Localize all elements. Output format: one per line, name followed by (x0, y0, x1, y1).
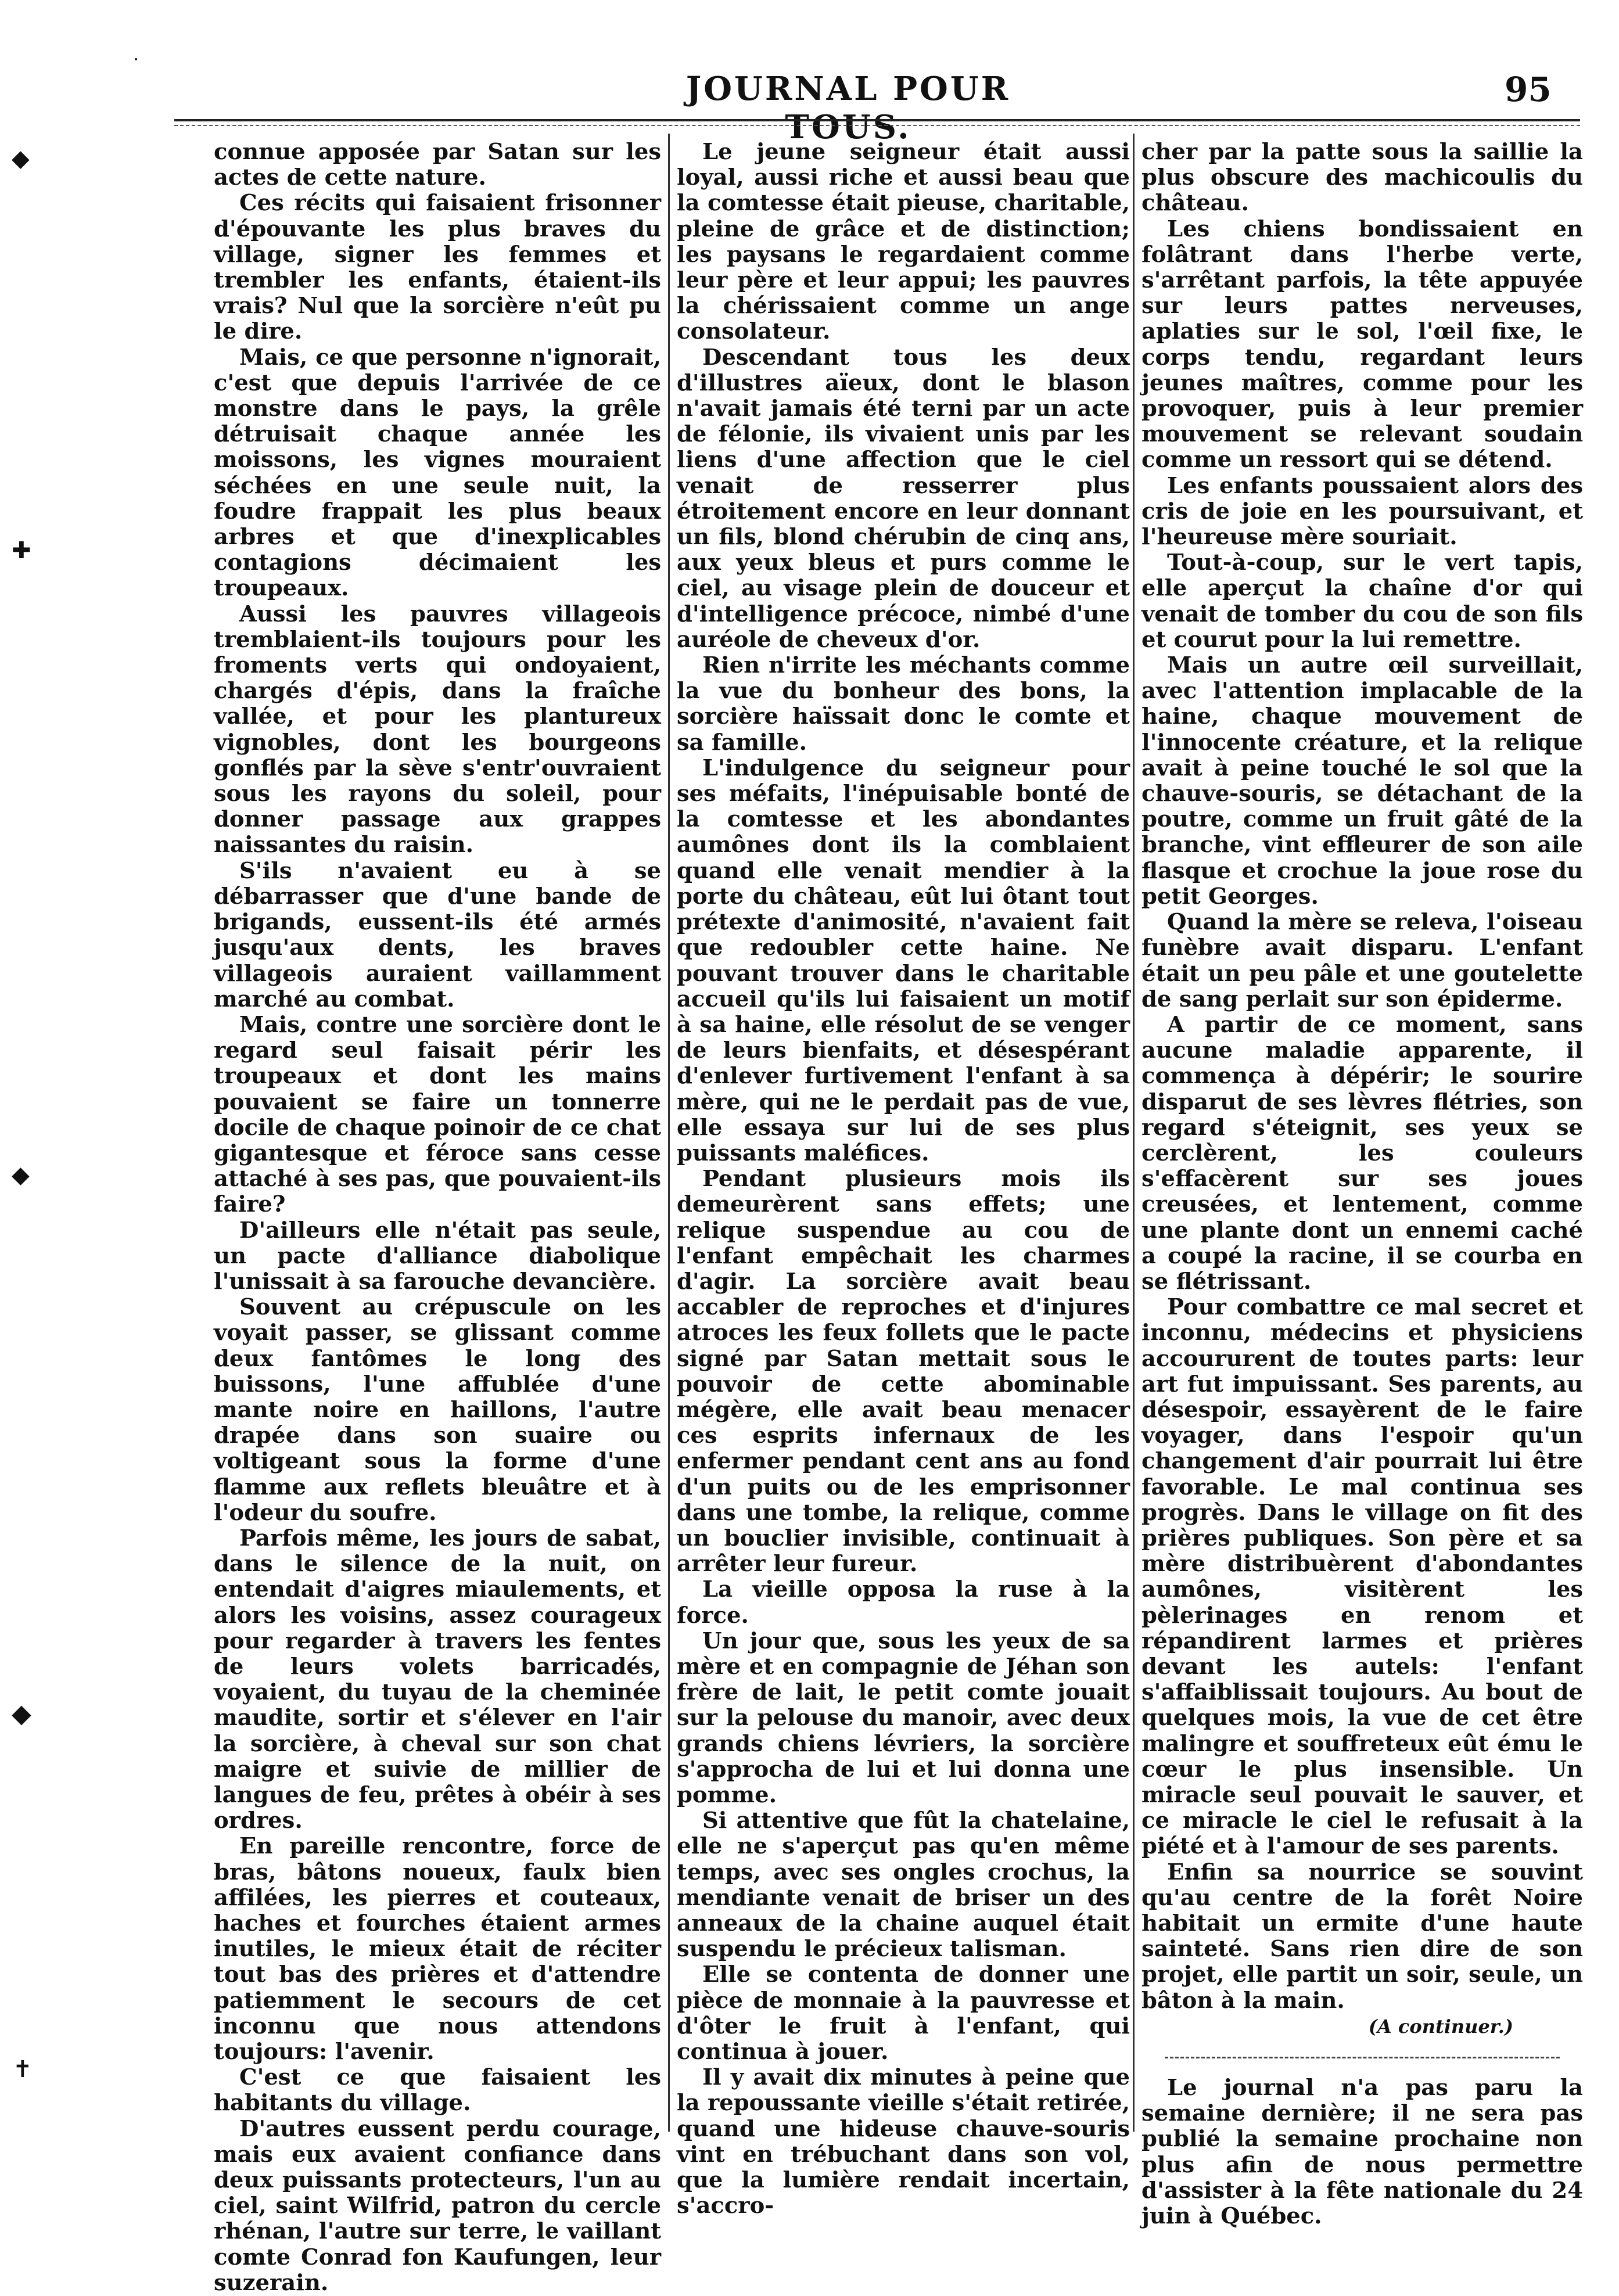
article-paragraph: Parfois même, les jours de sabat, dans le silence de la nuit, on entendait d'aigres miaulements, et alors les voisins, assez courageux pour regarder à travers les fentes de leurs volets barricadés, voyaient, du tuyau de la cheminée maudite, sortir et s'élever en l'air la sorcière, à cheval sur son chat maigre et suivie de millier de langues de feu, prêtes à obéir à ses ordres. (214, 1525, 661, 1834)
article-paragraph: Un jour que, sous les yeux de sa mère et en compagnie de Jéhan son frère de lait, le petit comte jouait sur la pelouse du manoir, avec deux grands chiens lévriers, la sorcière s'approcha de lui et lui donna une pomme. (677, 1627, 1130, 1808)
section-separator (1141, 2039, 1583, 2075)
article-paragraph: Tout-à-coup, sur le vert tapis, elle aperçut la chaîne d'or qui venait de tomber du cou de son fils et courut pour la lui remettre. (1141, 549, 1583, 653)
article-paragraph: Descendant tous les deux d'illustres aïeux, dont le blason n'avait jamais été terni par un acte de félonie, ils vivaient unis par les liens d'une affection que le ciel venait de resserrer plus étroitement encore en leur donnant un fils, blond chérubin de cinq ans, aux yeux bleus et purs comme le ciel, au visage plein de douceur et d'intelligence précoce, nimbé d'une auréole de cheveux d'or. (677, 344, 1130, 653)
article-paragraph: D'ailleurs elle n'était pas seule, un pacte d'alliance diabolique l'unissait à sa farouche devancière. (214, 1217, 661, 1295)
column-1 (214, 139, 661, 2296)
to-be-continued: (A continuer.) (1368, 2015, 1513, 2038)
article-paragraph: Elle se contenta de donner une pièce de monnaie à la pauvresse et d'ôter le fruit à l'enfant, qui continua à jouer. (677, 1961, 1130, 2065)
publication-notice: Le journal n'a pas paru la semaine dernière; il ne sera pas publié la semaine prochaine non plus afin de nous permettre d'assister à la fête nationale du 24 juin à Québec. (1141, 2075, 1583, 2230)
margin-pin-mark: ◆ (12, 145, 30, 172)
column-3 (1141, 139, 1583, 2230)
article-paragraph: Enfin sa nourrice se souvint qu'au centre de la forêt Noire habitait un ermite d'une haute sainteté. Sans rien dire de son projet, elle partit un soir, seule, un bâton à la main. (1141, 1859, 1583, 2014)
article-paragraph: S'ils n'avaient eu à se débarrasser que d'une bande de brigands, eussent-ils été armés jusqu'aux dents, les braves villageois auraient vaillamment marché au combat. (214, 857, 661, 1012)
margin-pin-mark: ✝ (13, 2056, 33, 2083)
article-paragraph: cher par la patte sous la saillie la plus obscure des machicoulis du château. (1141, 139, 1583, 217)
article-paragraph: A partir de ce moment, sans aucune maladie apparente, il commença à dépérir; le sourire disparut de ses lèvres flétries, son regard s'éteignit, ses yeux se cerclèrent, les couleurs s'effacèrent sur ses joues creusées, et lentement, comme une plante dont un ennemi caché a coupé la racine, il se courba en se flétrissant. (1141, 1011, 1583, 1295)
article-paragraph: Ces récits qui faisaient frisonner d'épouvante les plus braves du village, signer les femmes et trembler les enfants, étaient-ils vrais? Nul que la sorcière n'eût pu le dire. (214, 190, 661, 345)
article-paragraph: Si attentive que fût la chatelaine, elle ne s'aperçut pas qu'en même temps, avec ses ongles crochus, la mendiante venait de briser un des anneaux de la chaine auquel était suspendu le précieux talisman. (677, 1808, 1130, 1963)
margin-pin-mark: ✚ (12, 537, 31, 564)
journal-title: JOURNAL POUR TOUS. (685, 70, 1011, 146)
article-paragraph: Les chiens bondissaient en folâtrant dans l'herbe verte, s'arrêtant parfois, la tête appuyée sur leurs pattes nerveuses, aplaties sur le sol, l'œil fixe, le corps tendu, regardant leurs jeunes maîtres, comme pour les provoquer, puis à leur premier mouvement se relevant soudain comme un ressort qui se détend. (1141, 215, 1583, 473)
article-paragraph: Mais, ce que personne n'ignorait, c'est que depuis l'arrivée de ce monstre dans le pays, la grêle détruisait chaque année les moissons, les vignes mouraient séchées en une seule nuit, la foudre frappait les plus beaux arbres et que d'inexplicables contagions décimaient les troupeaux. (214, 344, 661, 602)
article-paragraph: Pour combattre ce mal secret et inconnu, médecins et physiciens accoururent de toutes parts: leur art fut impuissant. Ses parents, au désespoir, essayèrent de le faire voyager, dans l'espoir qu'un changement d'air pourrait lui être favorable. Le mal continua ses progrès. Dans le village on fit des prières publiques. Son père et sa mère distribuèrent d'abondantes aumônes, visitèrent les pèlerinages en renom et répandirent larmes et prières devant les autels: l'enfant s'affaiblissait toujours. Au bout de quelques mois, la vue de cet être malingre et souffreteux eût ému le cœur le plus insensible. Un miracle seul pouvait le sauver, et ce miracle le ciel le refusait à la piété et à l'amour de ses parents. (1141, 1294, 1583, 1860)
column-divider (668, 134, 670, 2132)
article-paragraph: Aussi les pauvres villageois tremblaient-ils toujours pour les froments verts qui ondoyaient, chargés d'épis, dans la fraîche vallée, et pour les plantureux vignobles, dont les bourgeons gonflés par la sève s'entr'ouvraient sous les rayons du soleil, pour donner passage aux grappes naissantes du raisin. (214, 601, 661, 858)
margin-pin-mark: ◆ (12, 1699, 31, 1729)
header-rule (174, 119, 1580, 126)
article-paragraph: L'indulgence du seigneur pour ses méfaits, l'inépuisable bonté de la comtesse et les abondantes aumônes dont ils la comblaient quand elle venait mendier à la porte du château, eût lui ôtant tout prétexte d'animosité, n'avaient fait que redoubler cette haine. Ne pouvant trouver dans le charitable accueil qu'ils lui faisaient un motif à sa haine, elle résolut de se venger de leurs bienfaits, et désespérant d'enlever furtivement l'enfant à sa mère, qui ne le perdait pas de vue, elle essaya sur lui de ses plus puissants maléfices. (677, 754, 1130, 1166)
page-number: 95 (1505, 70, 1552, 109)
article-paragraph: Pendant plusieurs mois ils demeurèrent sans effets; une relique suspendue au cou de l'enfant empêchait les charmes d'agir. La sorcière avait beau accabler de reproches et d'injures atroces les feux follets que le pacte signé par Satan mettait sous le pouvoir de cette abominable mégère, elle avait beau menacer ces esprits infernaux de les enfermer pendant cent ans au fond d'un puits ou de les emprisonner dans une tombe, la relique, comme un bouclier invisible, continuait à arrêter leur fureur. (677, 1166, 1130, 1578)
article-paragraph: D'autres eussent perdu courage, mais eux avaient confiance dans deux puissants protecteurs, l'un au ciel, saint Wilfrid, patron du cercle rhénan, l'autre sur terre, le vaillant comte Conrad fon Kaufungen, leur suzerain. (214, 2115, 661, 2296)
article-paragraph: Souvent au crépuscule on les voyait passer, se glissant comme deux fantômes le long des buissons, l'une affublée d'une mante noire en haillons, l'autre drapée dans son suaire ou voltigeant sous la forme d'une flamme aux reflets bleuâtre et à l'odeur du soufre. (214, 1294, 661, 1526)
column-divider (1133, 134, 1135, 2132)
article-paragraph: Rien n'irrite les méchants comme la vue du bonheur des bons, la sorcière haïssait donc le comte et sa famille. (677, 652, 1130, 756)
page-header (0, 70, 1619, 146)
article-paragraph: La vieille opposa la ruse à la force. (677, 1576, 1130, 1629)
article-paragraph: connue apposée par Satan sur les actes de cette nature. (214, 139, 661, 191)
article-paragraph: Mais un autre œil surveillait, avec l'attention implacable de la haine, chaque mouvement de l'innocente créature, et la relique avait à peine touché le sol que la chauve-souris, se détachant de la poutre, comme un fruit gâté de la branche, vint effleurer de son aile flasque et crochue la joue rose du petit Georges. (1141, 652, 1583, 910)
article-paragraph: Mais, contre une sorcière dont le regard seul faisait périr les troupeaux et dont les mains pouvaient se faire un tonnerre docile de chaque poinoir de ce chat gigantesque et féroce sans cesse attaché à ses pas, que pouvaient-ils faire? (214, 1011, 661, 1218)
column-2 (677, 139, 1130, 2219)
article-paragraph: Il y avait dix minutes à peine que la repoussante vieille s'était retirée, quand une hideuse chauve-souris vint en trébuchant dans son vol, que la lumière rendait incertain, s'accro- (677, 2064, 1130, 2219)
margin-dot: • (134, 55, 139, 64)
article-paragraph: Le jeune seigneur était aussi loyal, aussi riche et aussi beau que la comtesse était pieuse, charitable, pleine de grâce et de distinction; les paysans le regardaient comme leur père et leur appui; les pauvres la chérissaient comme un ange consolateur. (677, 139, 1130, 345)
article-paragraph: C'est ce que faisaient les habitants du village. (214, 2064, 661, 2117)
article-paragraph: Les enfants poussaient alors des cris de joie en les poursuivant, et l'heureuse mère souriait. (1141, 472, 1583, 551)
article-paragraph: En pareille rencontre, force de bras, bâtons noueux, faulx bien affilées, les pierres et couteaux, haches et fourches étaient armes inutiles, le mieux était de réciter tout bas des prières et d'attendre patiemment le secours de cet inconnu que nous attendons toujours: l'avenir. (214, 1833, 661, 2065)
margin-pin-mark: ◆ (12, 1162, 30, 1188)
article-paragraph: Quand la mère se releva, l'oiseau funèbre avait disparu. L'enfant était un peu pâle et une goutelette de sang perlait sur son épiderme. (1141, 909, 1583, 1012)
